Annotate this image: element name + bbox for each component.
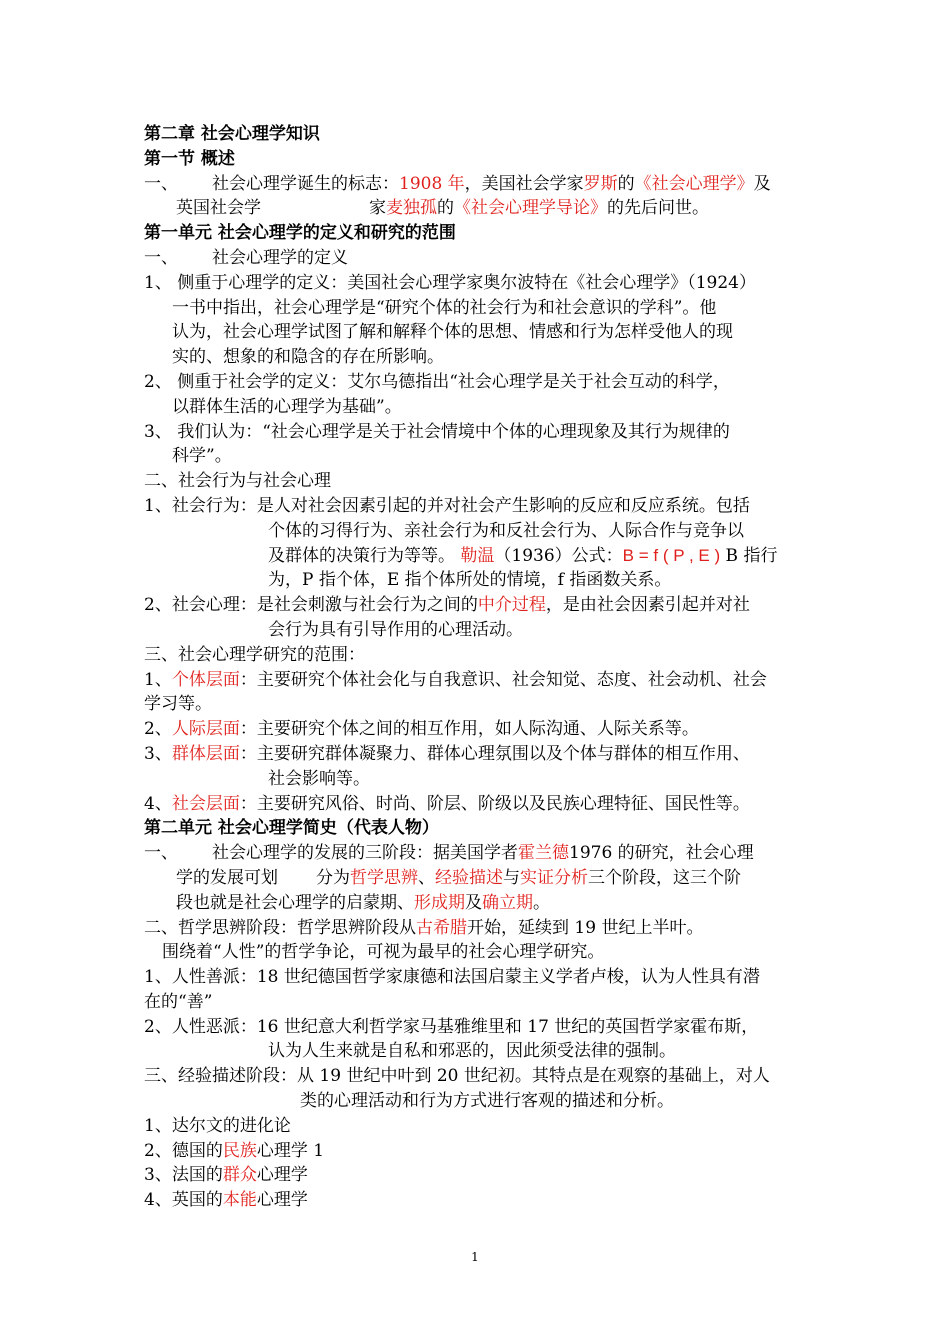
lewin-formula: B = f ( P , E ) — [622, 545, 721, 565]
list-number: 一、 — [144, 173, 178, 194]
text: 二、哲学思辨阶段：哲学思辨阶段从 — [144, 917, 416, 938]
definition-item-3-line-2: 科学”。 — [172, 446, 232, 467]
text: 英国社会学 — [176, 198, 261, 219]
highlight-formation-period: 形成期 — [414, 892, 465, 913]
highlight-mcdougall: 麦独孤 — [386, 198, 437, 219]
definition-heading — [144, 246, 808, 271]
highlight-book-2: 《社会心理学导论》 — [454, 198, 607, 219]
scope-item-3-line-2: 社会影响等。 — [268, 768, 370, 789]
highlight-crowd: 群众 — [222, 1165, 257, 1186]
list-number: 3、 — [144, 743, 172, 764]
text: 、 — [418, 867, 435, 888]
three-stages-line-1 — [144, 841, 808, 866]
empirical-stage-line-1: 三、经验描述阶段：从 19 世纪中叶到 20 世纪初。其特点是在观察的基础上，对人 — [144, 1066, 770, 1087]
definition-item-1-line-2: 一书中指出，社会心理学是“研究个体的社会行为和社会意识的学科”。他 — [172, 297, 717, 318]
unit-2-title: 第二单元 社会心理学简史（代表人物） — [144, 818, 439, 839]
highlight-instinct: 本能 — [222, 1190, 257, 1211]
text: ：主要研究风俗、时尚、阶层、阶级以及民族心理特征、国民性等。 — [239, 793, 750, 814]
evil-nature-line-1: 2、人性恶派：16 世纪意大利哲学家马基雅维里和 17 世纪的英国哲学家霍布斯， — [144, 1016, 759, 1037]
text: 4、英国的 — [144, 1190, 223, 1211]
empirical-item-1: 1、达尔文的进化论 — [144, 1115, 291, 1136]
good-nature-line-2: 在的“善” — [144, 991, 213, 1012]
birth-paragraph-line-1 — [144, 172, 808, 197]
text: 心理学 1 — [256, 1140, 325, 1161]
empirical-item-3 — [144, 1163, 808, 1188]
good-nature-line-1: 1、人性善派：18 世纪德国哲学家康德和法国启蒙主义学者卢梭，认为人性具有潜 — [144, 967, 760, 988]
text: 社会心理学诞生的标志： — [212, 173, 399, 194]
text: 1976 的研究，社会心理 — [569, 843, 754, 864]
behavior-heading: 二、社会行为与社会心理 — [144, 471, 331, 492]
text: 及群体的决策行为等等。 — [268, 545, 461, 566]
text: 开始，延续到 19 世纪上半叶。 — [467, 917, 704, 938]
list-number: 4、 — [144, 793, 172, 814]
scope-item-1-line-2: 学习等。 — [144, 694, 212, 715]
social-behavior-line-2: 个体的习得行为、亲社会行为和反社会行为、人际合作与竞争以 — [268, 520, 744, 541]
text: 2、德国的 — [144, 1140, 223, 1161]
text: 3、法国的 — [144, 1165, 223, 1186]
three-stages-line-3 — [144, 891, 808, 916]
social-psychology-line-1 — [144, 593, 808, 618]
scope-item-4 — [144, 792, 808, 817]
text: 及 — [465, 892, 482, 913]
highlight-lewin: 勒温 — [460, 545, 495, 566]
text: 心理学 — [256, 1165, 308, 1186]
philosophy-stage-line-2: 围绕着“人性”的哲学争论，可视为最早的社会心理学研究。 — [162, 942, 605, 963]
text: （1936）公式： — [494, 545, 623, 566]
highlight-ross: 罗斯 — [583, 173, 618, 194]
list-number: 2、 — [144, 719, 172, 740]
list-number: 一、 — [144, 843, 178, 864]
empirical-item-4 — [144, 1188, 808, 1213]
page-content — [144, 122, 808, 1213]
text: 三个阶段，这三个阶 — [588, 867, 741, 888]
highlight-individual-level: 个体层面 — [171, 669, 240, 690]
social-behavior-line-4: 为，P 指个体，E 指个体所处的情境，f 指函数关系。 — [268, 570, 672, 591]
text: 与 — [503, 867, 520, 888]
highlight-mediator: 中介过程 — [477, 595, 546, 616]
definition-item-1-line-3: 认为，社会心理学试图了解和解释个体的思想、情感和行为怎样受他人的现 — [172, 322, 733, 343]
evil-nature-line-2: 认为人生来就是自私和邪恶的，因此须受法律的强制。 — [268, 1041, 676, 1062]
text: ，美国社会学家 — [464, 173, 584, 194]
definition-item-2-line-2: 以群体生活的心理学为基础”。 — [172, 396, 402, 417]
scope-heading: 三、社会心理学研究的范围： — [144, 644, 365, 665]
list-number: 一、 — [144, 247, 178, 268]
three-stages-line-2 — [144, 866, 808, 891]
text: 。 — [533, 892, 550, 913]
definition-item-1-line-1: 1、 侧重于心理学的定义：美国社会心理学家奥尔波特在《社会心理学》（1924） — [144, 272, 756, 293]
highlight-stage-empirical: 经验描述 — [435, 867, 503, 888]
chapter-title: 第二章 社会心理学知识 — [144, 124, 320, 144]
text: 的 — [437, 198, 454, 219]
definition-item-1-line-4: 实的、想象的和隐含的存在所影响。 — [172, 347, 444, 368]
list-number: 1、 — [144, 669, 172, 690]
highlight-group-level: 群体层面 — [171, 743, 240, 764]
highlight-holland: 霍兰德 — [518, 843, 569, 864]
unit-1-title: 第一单元 社会心理学的定义和研究的范围 — [144, 223, 456, 244]
text: ：主要研究群体凝聚力、群体心理氛围以及个体与群体的相互作用、 — [239, 743, 750, 764]
text: 的先后问世。 — [607, 198, 709, 219]
text: ，是由社会因素引起并对社 — [545, 595, 750, 616]
text: 社会心理学的定义 — [212, 247, 348, 268]
text: 段也就是社会心理学的启蒙期、 — [176, 892, 414, 913]
text: 2、社会心理：是社会刺激与社会行为之间的 — [144, 595, 478, 616]
empirical-item-2 — [144, 1139, 808, 1164]
highlight-book-1: 《社会心理学》 — [634, 173, 754, 194]
highlight-establishment-period: 确立期 — [482, 892, 533, 913]
empirical-stage-line-2: 类的心理活动和行为方式进行客观的描述和分析。 — [300, 1091, 674, 1112]
birth-paragraph-line-2 — [144, 196, 808, 221]
text: B 指行 — [720, 545, 778, 566]
text: 心理学 — [256, 1190, 308, 1211]
highlight-stage-philosophy: 哲学思辨 — [350, 867, 418, 888]
text: ：主要研究个体社会化与自我意识、社会知觉、态度、社会动机、社会 — [239, 669, 767, 690]
definition-item-3-line-1: 3、 我们认为：“社会心理学是关于社会情境中个体的心理现象及其行为规律的 — [144, 421, 730, 442]
section-title: 第一节 概述 — [144, 148, 235, 169]
definition-item-2-line-1: 2、 侧重于社会学的定义：艾尔乌德指出“社会心理学是关于社会互动的科学， — [144, 371, 730, 392]
scope-item-3-line-1 — [144, 742, 808, 767]
text: 分为 — [316, 867, 350, 888]
philosophy-stage-line-1 — [144, 916, 808, 941]
social-behavior-line-3 — [144, 544, 808, 569]
text: 学的发展可划 — [176, 867, 278, 888]
highlight-ancient-greece: 古希腊 — [416, 917, 467, 938]
highlight-nation: 民族 — [222, 1140, 257, 1161]
text: 及 — [753, 173, 771, 194]
text: ：主要研究个体之间的相互作用，如人际沟通、人际关系等。 — [239, 719, 699, 740]
text: 家 — [369, 198, 386, 219]
text: 社会心理学的发展的三阶段：据美国学者 — [212, 843, 518, 864]
scope-item-2 — [144, 717, 808, 742]
page-number: 1 — [471, 1250, 479, 1264]
highlight-interpersonal-level: 人际层面 — [171, 719, 240, 740]
highlight-society-level: 社会层面 — [171, 793, 240, 814]
social-behavior-line-1: 1、社会行为：是人对社会因素引起的并对社会产生影响的反应和反应系统。包括 — [144, 495, 750, 516]
scope-item-1-line-1 — [144, 668, 808, 693]
highlight-year: 1908 年 — [399, 173, 465, 194]
text: 的 — [617, 173, 635, 194]
social-psychology-line-2: 会行为具有引导作用的心理活动。 — [268, 619, 523, 640]
highlight-stage-positivist: 实证分析 — [520, 867, 588, 888]
